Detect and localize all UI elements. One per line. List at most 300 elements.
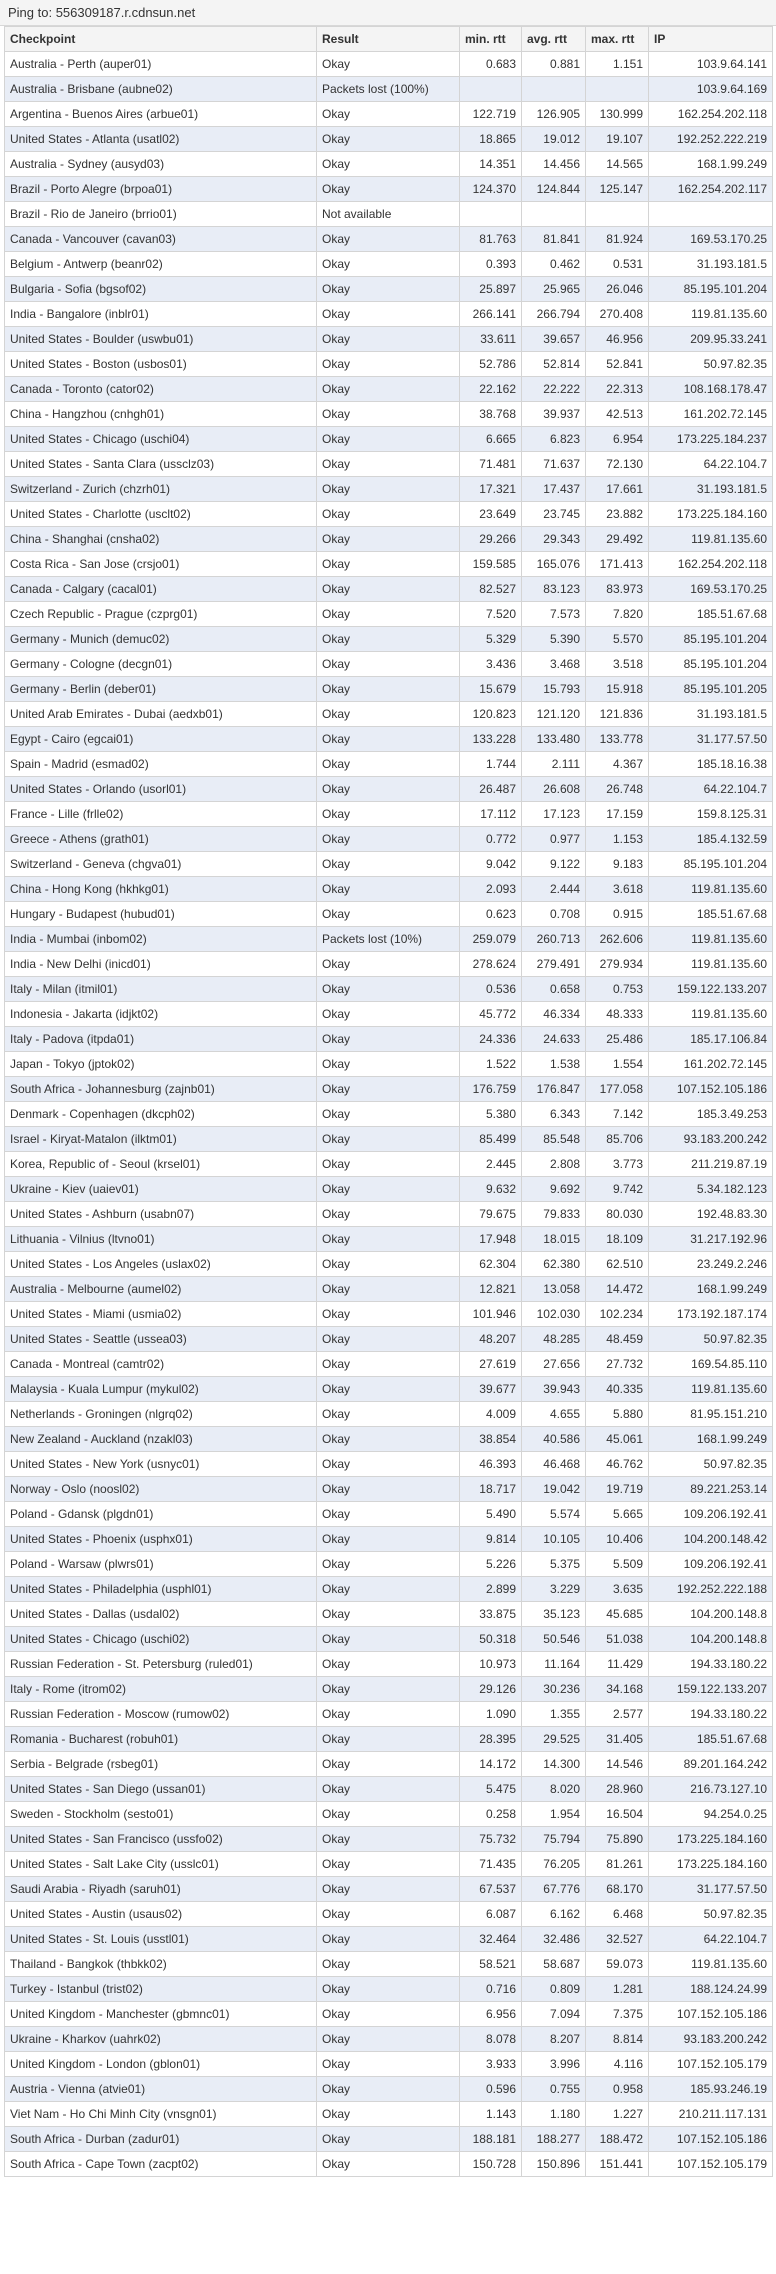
checkpoint-cell: Switzerland - Geneva (chgva01) xyxy=(5,852,317,877)
result-cell: Okay xyxy=(317,1802,460,1827)
table-header-row xyxy=(5,27,773,52)
ip-cell: 173.225.184.237 xyxy=(649,427,773,452)
min-rtt-cell: 9.042 xyxy=(460,852,522,877)
max-rtt-cell: 9.742 xyxy=(586,1177,649,1202)
min-rtt-cell: 0.393 xyxy=(460,252,522,277)
table-row xyxy=(5,1227,773,1252)
avg-rtt-cell: 6.823 xyxy=(522,427,586,452)
max-rtt-cell: 18.109 xyxy=(586,1227,649,1252)
max-rtt-cell: 48.333 xyxy=(586,1002,649,1027)
max-rtt-cell: 40.335 xyxy=(586,1377,649,1402)
min-rtt-cell: 6.087 xyxy=(460,1902,522,1927)
max-rtt-cell: 19.107 xyxy=(586,127,649,152)
table-row xyxy=(5,452,773,477)
avg-rtt-cell: 1.954 xyxy=(522,1802,586,1827)
result-cell: Okay xyxy=(317,327,460,352)
avg-rtt-cell: 85.548 xyxy=(522,1127,586,1152)
avg-rtt-cell: 48.285 xyxy=(522,1327,586,1352)
max-rtt-cell: 32.527 xyxy=(586,1927,649,1952)
ip-cell: 159.122.133.207 xyxy=(649,977,773,1002)
avg-rtt-cell: 17.437 xyxy=(522,477,586,502)
result-cell: Okay xyxy=(317,1052,460,1077)
checkpoint-cell: Germany - Cologne (decgn01) xyxy=(5,652,317,677)
table-row xyxy=(5,2052,773,2077)
checkpoint-cell: Israel - Kiryat-Matalon (ilktm01) xyxy=(5,1127,317,1152)
avg-rtt-cell: 79.833 xyxy=(522,1202,586,1227)
avg-rtt-cell: 1.355 xyxy=(522,1702,586,1727)
checkpoint-cell: Brazil - Porto Alegre (brpoa01) xyxy=(5,177,317,202)
min-rtt-cell: 5.329 xyxy=(460,627,522,652)
avg-rtt-cell: 1.538 xyxy=(522,1052,586,1077)
avg-rtt-cell: 39.937 xyxy=(522,402,586,427)
result-cell: Okay xyxy=(317,2052,460,2077)
avg-rtt-cell: 3.468 xyxy=(522,652,586,677)
table-row xyxy=(5,1977,773,2002)
checkpoint-cell: France - Lille (frlle02) xyxy=(5,802,317,827)
max-rtt-cell: 125.147 xyxy=(586,177,649,202)
max-rtt-cell: 6.954 xyxy=(586,427,649,452)
checkpoint-cell: United States - Phoenix (usphx01) xyxy=(5,1527,317,1552)
column-header-checkpoint: Checkpoint xyxy=(5,27,317,52)
table-row xyxy=(5,1327,773,1352)
max-rtt-cell: 42.513 xyxy=(586,402,649,427)
max-rtt-cell: 0.915 xyxy=(586,902,649,927)
min-rtt-cell: 28.395 xyxy=(460,1727,522,1752)
min-rtt-cell: 120.823 xyxy=(460,702,522,727)
min-rtt-cell: 188.181 xyxy=(460,2127,522,2152)
max-rtt-cell: 3.635 xyxy=(586,1577,649,1602)
avg-rtt-cell: 67.776 xyxy=(522,1877,586,1902)
table-row xyxy=(5,1002,773,1027)
result-cell: Okay xyxy=(317,252,460,277)
table-row xyxy=(5,152,773,177)
result-cell: Okay xyxy=(317,652,460,677)
checkpoint-cell: Turkey - Istanbul (trist02) xyxy=(5,1977,317,2002)
table-row xyxy=(5,1502,773,1527)
min-rtt-cell: 15.679 xyxy=(460,677,522,702)
min-rtt-cell: 7.520 xyxy=(460,602,522,627)
max-rtt-cell: 15.918 xyxy=(586,677,649,702)
ip-cell: 103.9.64.141 xyxy=(649,52,773,77)
avg-rtt-cell: 50.546 xyxy=(522,1627,586,1652)
min-rtt-cell: 67.537 xyxy=(460,1877,522,1902)
ip-cell: 50.97.82.35 xyxy=(649,1327,773,1352)
table-row xyxy=(5,1102,773,1127)
checkpoint-cell: United States - Salt Lake City (usslc01) xyxy=(5,1852,317,1877)
table-row xyxy=(5,677,773,702)
table-body xyxy=(5,52,773,2177)
result-cell: Okay xyxy=(317,777,460,802)
table-row xyxy=(5,652,773,677)
result-cell: Okay xyxy=(317,1902,460,1927)
table-row xyxy=(5,852,773,877)
ip-cell: 185.3.49.253 xyxy=(649,1102,773,1127)
ip-cell: 85.195.101.204 xyxy=(649,652,773,677)
checkpoint-cell: Lithuania - Vilnius (ltvno01) xyxy=(5,1227,317,1252)
column-header-max-rtt: max. rtt xyxy=(586,27,649,52)
avg-rtt-cell: 76.205 xyxy=(522,1852,586,1877)
min-rtt-cell: 176.759 xyxy=(460,1077,522,1102)
max-rtt-cell: 7.142 xyxy=(586,1102,649,1127)
checkpoint-cell: United States - Chicago (uschi02) xyxy=(5,1627,317,1652)
checkpoint-cell: Ukraine - Kiev (uaiev01) xyxy=(5,1177,317,1202)
max-rtt-cell: 102.234 xyxy=(586,1302,649,1327)
ip-cell: 93.183.200.242 xyxy=(649,1127,773,1152)
avg-rtt-cell: 5.375 xyxy=(522,1552,586,1577)
avg-rtt-cell: 30.236 xyxy=(522,1677,586,1702)
avg-rtt-cell xyxy=(522,202,586,227)
min-rtt-cell: 26.487 xyxy=(460,777,522,802)
checkpoint-cell: Canada - Toronto (cator02) xyxy=(5,377,317,402)
max-rtt-cell: 0.753 xyxy=(586,977,649,1002)
result-cell: Okay xyxy=(317,2002,460,2027)
max-rtt-cell: 3.773 xyxy=(586,1152,649,1177)
max-rtt-cell: 51.038 xyxy=(586,1627,649,1652)
table-row xyxy=(5,227,773,252)
min-rtt-cell: 14.172 xyxy=(460,1752,522,1777)
table-row xyxy=(5,202,773,227)
min-rtt-cell: 10.973 xyxy=(460,1652,522,1677)
result-cell: Okay xyxy=(317,52,460,77)
result-cell: Okay xyxy=(317,1452,460,1477)
result-cell: Okay xyxy=(317,1777,460,1802)
max-rtt-cell: 5.880 xyxy=(586,1402,649,1427)
checkpoint-cell: Poland - Warsaw (plwrs01) xyxy=(5,1552,317,1577)
checkpoint-cell: United Kingdom - London (gblon01) xyxy=(5,2052,317,2077)
table-row xyxy=(5,1852,773,1877)
avg-rtt-cell: 81.841 xyxy=(522,227,586,252)
checkpoint-cell: China - Hangzhou (cnhgh01) xyxy=(5,402,317,427)
ping-results-table xyxy=(4,26,773,2177)
checkpoint-cell: Saudi Arabia - Riyadh (saruh01) xyxy=(5,1877,317,1902)
max-rtt-cell: 1.227 xyxy=(586,2102,649,2127)
max-rtt-cell: 5.509 xyxy=(586,1552,649,1577)
max-rtt-cell: 26.046 xyxy=(586,277,649,302)
checkpoint-cell: Sweden - Stockholm (sesto01) xyxy=(5,1802,317,1827)
avg-rtt-cell: 27.656 xyxy=(522,1352,586,1377)
avg-rtt-cell: 5.574 xyxy=(522,1502,586,1527)
checkpoint-cell: Hungary - Budapest (hubud01) xyxy=(5,902,317,927)
ip-cell: 119.81.135.60 xyxy=(649,877,773,902)
table-row xyxy=(5,2127,773,2152)
table-row xyxy=(5,952,773,977)
max-rtt-cell: 52.841 xyxy=(586,352,649,377)
checkpoint-cell: South Africa - Cape Town (zacpt02) xyxy=(5,2152,317,2177)
result-cell: Okay xyxy=(317,1602,460,1627)
table-row xyxy=(5,1627,773,1652)
min-rtt-cell: 5.226 xyxy=(460,1552,522,1577)
checkpoint-cell: United Arab Emirates - Dubai (aedxb01) xyxy=(5,702,317,727)
result-cell: Okay xyxy=(317,227,460,252)
checkpoint-cell: Poland - Gdansk (plgdn01) xyxy=(5,1502,317,1527)
result-cell: Okay xyxy=(317,1627,460,1652)
checkpoint-cell: Belgium - Antwerp (beanr02) xyxy=(5,252,317,277)
ip-cell: 162.254.202.118 xyxy=(649,102,773,127)
result-cell: Okay xyxy=(317,802,460,827)
ip-cell: 107.152.105.186 xyxy=(649,1077,773,1102)
result-cell: Packets lost (100%) xyxy=(317,77,460,102)
avg-rtt-cell: 32.486 xyxy=(522,1927,586,1952)
ip-cell: 50.97.82.35 xyxy=(649,1452,773,1477)
table-row xyxy=(5,1452,773,1477)
table-row xyxy=(5,527,773,552)
result-cell: Okay xyxy=(317,902,460,927)
table-row xyxy=(5,1527,773,1552)
checkpoint-cell: Serbia - Belgrade (rsbeg01) xyxy=(5,1752,317,1777)
avg-rtt-cell: 25.965 xyxy=(522,277,586,302)
ip-cell: 185.51.67.68 xyxy=(649,902,773,927)
checkpoint-cell: United States - Charlotte (usclt02) xyxy=(5,502,317,527)
checkpoint-cell: Canada - Montreal (camtr02) xyxy=(5,1352,317,1377)
avg-rtt-cell: 124.844 xyxy=(522,177,586,202)
table-row xyxy=(5,1377,773,1402)
table-row xyxy=(5,702,773,727)
checkpoint-cell: United States - Los Angeles (uslax02) xyxy=(5,1252,317,1277)
min-rtt-cell: 62.304 xyxy=(460,1252,522,1277)
ip-cell: 89.221.253.14 xyxy=(649,1477,773,1502)
result-cell: Okay xyxy=(317,1077,460,1102)
avg-rtt-cell: 150.896 xyxy=(522,2152,586,2177)
ip-cell: 81.95.151.210 xyxy=(649,1402,773,1427)
result-cell: Okay xyxy=(317,627,460,652)
checkpoint-cell: Japan - Tokyo (jptok02) xyxy=(5,1052,317,1077)
avg-rtt-cell: 0.809 xyxy=(522,1977,586,2002)
ip-cell: 31.193.181.5 xyxy=(649,252,773,277)
result-cell: Not available xyxy=(317,202,460,227)
avg-rtt-cell: 14.300 xyxy=(522,1752,586,1777)
max-rtt-cell: 83.973 xyxy=(586,577,649,602)
ip-cell: 85.195.101.204 xyxy=(649,627,773,652)
min-rtt-cell: 50.318 xyxy=(460,1627,522,1652)
table-row xyxy=(5,502,773,527)
table-row xyxy=(5,1552,773,1577)
ip-cell: 23.249.2.246 xyxy=(649,1252,773,1277)
avg-rtt-cell: 3.996 xyxy=(522,2052,586,2077)
ip-cell: 119.81.135.60 xyxy=(649,1952,773,1977)
checkpoint-cell: Australia - Perth (auper01) xyxy=(5,52,317,77)
result-cell: Okay xyxy=(317,1027,460,1052)
ip-cell: 185.18.16.38 xyxy=(649,752,773,777)
checkpoint-cell: Spain - Madrid (esmad02) xyxy=(5,752,317,777)
table-row xyxy=(5,1352,773,1377)
min-rtt-cell: 9.632 xyxy=(460,1177,522,1202)
result-cell: Okay xyxy=(317,102,460,127)
avg-rtt-cell: 2.444 xyxy=(522,877,586,902)
column-header-min-rtt: min. rtt xyxy=(460,27,522,52)
min-rtt-cell: 29.126 xyxy=(460,1677,522,1702)
table-row xyxy=(5,277,773,302)
min-rtt-cell: 33.875 xyxy=(460,1602,522,1627)
result-cell: Okay xyxy=(317,302,460,327)
ip-cell: 211.219.87.19 xyxy=(649,1152,773,1177)
ip-cell xyxy=(649,202,773,227)
min-rtt-cell: 75.732 xyxy=(460,1827,522,1852)
max-rtt-cell: 26.748 xyxy=(586,777,649,802)
checkpoint-cell: India - New Delhi (inicd01) xyxy=(5,952,317,977)
min-rtt-cell: 4.009 xyxy=(460,1402,522,1427)
min-rtt-cell: 1.522 xyxy=(460,1052,522,1077)
table-row xyxy=(5,1077,773,1102)
avg-rtt-cell: 133.480 xyxy=(522,727,586,752)
max-rtt-cell: 4.367 xyxy=(586,752,649,777)
min-rtt-cell: 124.370 xyxy=(460,177,522,202)
avg-rtt-cell: 126.905 xyxy=(522,102,586,127)
min-rtt-cell: 0.716 xyxy=(460,1977,522,2002)
checkpoint-cell: United Kingdom - Manchester (gbmnc01) xyxy=(5,2002,317,2027)
ip-cell: 107.152.105.179 xyxy=(649,2152,773,2177)
checkpoint-cell: United States - Santa Clara (ussclz03) xyxy=(5,452,317,477)
table-row xyxy=(5,1677,773,1702)
min-rtt-cell: 29.266 xyxy=(460,527,522,552)
checkpoint-cell: Thailand - Bangkok (thbkk02) xyxy=(5,1952,317,1977)
checkpoint-cell: South Africa - Durban (zadur01) xyxy=(5,2127,317,2152)
ip-cell: 64.22.104.7 xyxy=(649,777,773,802)
max-rtt-cell: 59.073 xyxy=(586,1952,649,1977)
avg-rtt-cell: 26.608 xyxy=(522,777,586,802)
min-rtt-cell: 278.624 xyxy=(460,952,522,977)
table-row xyxy=(5,1177,773,1202)
max-rtt-cell: 16.504 xyxy=(586,1802,649,1827)
ip-cell: 50.97.82.35 xyxy=(649,352,773,377)
max-rtt-cell: 14.472 xyxy=(586,1277,649,1302)
max-rtt-cell xyxy=(586,202,649,227)
table-row xyxy=(5,127,773,152)
result-cell: Okay xyxy=(317,2027,460,2052)
ip-cell: 173.225.184.160 xyxy=(649,1827,773,1852)
result-cell: Okay xyxy=(317,1227,460,1252)
ip-cell: 5.34.182.123 xyxy=(649,1177,773,1202)
checkpoint-cell: Russian Federation - Moscow (rumow02) xyxy=(5,1702,317,1727)
table-row xyxy=(5,102,773,127)
min-rtt-cell: 9.814 xyxy=(460,1527,522,1552)
ip-cell: 185.51.67.68 xyxy=(649,602,773,627)
result-cell: Okay xyxy=(317,702,460,727)
max-rtt-cell: 14.565 xyxy=(586,152,649,177)
ip-cell: 108.168.178.47 xyxy=(649,377,773,402)
result-cell: Okay xyxy=(317,427,460,452)
checkpoint-cell: Costa Rica - San Jose (crsjo01) xyxy=(5,552,317,577)
table-row xyxy=(5,1602,773,1627)
result-cell: Okay xyxy=(317,552,460,577)
ip-cell: 64.22.104.7 xyxy=(649,1927,773,1952)
min-rtt-cell: 22.162 xyxy=(460,377,522,402)
table-row xyxy=(5,1652,773,1677)
min-rtt-cell: 18.717 xyxy=(460,1477,522,1502)
max-rtt-cell: 46.762 xyxy=(586,1452,649,1477)
ip-cell: 159.122.133.207 xyxy=(649,1677,773,1702)
avg-rtt-cell: 6.343 xyxy=(522,1102,586,1127)
ip-cell: 168.1.99.249 xyxy=(649,1277,773,1302)
avg-rtt-cell: 15.793 xyxy=(522,677,586,702)
result-cell: Okay xyxy=(317,352,460,377)
min-rtt-cell: 1.090 xyxy=(460,1702,522,1727)
avg-rtt-cell: 0.708 xyxy=(522,902,586,927)
min-rtt-cell: 122.719 xyxy=(460,102,522,127)
avg-rtt-cell: 0.881 xyxy=(522,52,586,77)
checkpoint-cell: Switzerland - Zurich (chzrh01) xyxy=(5,477,317,502)
checkpoint-cell: Italy - Padova (itpda01) xyxy=(5,1027,317,1052)
checkpoint-cell: United States - Philadelphia (usphl01) xyxy=(5,1577,317,1602)
ip-cell: 31.193.181.5 xyxy=(649,477,773,502)
avg-rtt-cell xyxy=(522,77,586,102)
ip-cell: 93.183.200.242 xyxy=(649,2027,773,2052)
max-rtt-cell: 62.510 xyxy=(586,1252,649,1277)
result-cell: Okay xyxy=(317,177,460,202)
avg-rtt-cell: 8.207 xyxy=(522,2027,586,2052)
result-cell: Okay xyxy=(317,1302,460,1327)
checkpoint-cell: Korea, Republic of - Seoul (krsel01) xyxy=(5,1152,317,1177)
table-row xyxy=(5,302,773,327)
ip-cell: 31.177.57.50 xyxy=(649,1877,773,1902)
ip-cell: 173.225.184.160 xyxy=(649,502,773,527)
avg-rtt-cell: 188.277 xyxy=(522,2127,586,2152)
checkpoint-cell: Norway - Oslo (noosl02) xyxy=(5,1477,317,1502)
max-rtt-cell: 81.261 xyxy=(586,1852,649,1877)
min-rtt-cell: 58.521 xyxy=(460,1952,522,1977)
checkpoint-cell: United States - Boulder (uswbu01) xyxy=(5,327,317,352)
checkpoint-cell: United States - Orlando (usorl01) xyxy=(5,777,317,802)
max-rtt-cell: 7.375 xyxy=(586,2002,649,2027)
max-rtt-cell: 4.116 xyxy=(586,2052,649,2077)
max-rtt-cell: 3.618 xyxy=(586,877,649,902)
min-rtt-cell: 71.435 xyxy=(460,1852,522,1877)
result-cell: Okay xyxy=(317,1277,460,1302)
avg-rtt-cell: 29.343 xyxy=(522,527,586,552)
avg-rtt-cell: 9.692 xyxy=(522,1177,586,1202)
min-rtt-cell: 32.464 xyxy=(460,1927,522,1952)
ip-cell: 194.33.180.22 xyxy=(649,1702,773,1727)
max-rtt-cell: 27.732 xyxy=(586,1352,649,1377)
result-cell: Okay xyxy=(317,752,460,777)
checkpoint-cell: Romania - Bucharest (robuh01) xyxy=(5,1727,317,1752)
avg-rtt-cell: 18.015 xyxy=(522,1227,586,1252)
min-rtt-cell: 81.763 xyxy=(460,227,522,252)
table-row xyxy=(5,1027,773,1052)
avg-rtt-cell: 13.058 xyxy=(522,1277,586,1302)
result-cell: Okay xyxy=(317,1702,460,1727)
min-rtt-cell: 6.665 xyxy=(460,427,522,452)
table-row xyxy=(5,727,773,752)
result-cell: Okay xyxy=(317,1827,460,1852)
table-row xyxy=(5,2077,773,2102)
ip-cell: 210.211.117.131 xyxy=(649,2102,773,2127)
checkpoint-cell: Canada - Calgary (cacal01) xyxy=(5,577,317,602)
max-rtt-cell: 28.960 xyxy=(586,1777,649,1802)
avg-rtt-cell: 29.525 xyxy=(522,1727,586,1752)
table-row xyxy=(5,327,773,352)
max-rtt-cell: 25.486 xyxy=(586,1027,649,1052)
checkpoint-cell: Viet Nam - Ho Chi Minh City (vnsgn01) xyxy=(5,2102,317,2127)
avg-rtt-cell: 46.334 xyxy=(522,1002,586,1027)
result-cell: Okay xyxy=(317,852,460,877)
max-rtt-cell: 9.183 xyxy=(586,852,649,877)
avg-rtt-cell: 19.012 xyxy=(522,127,586,152)
max-rtt-cell: 7.820 xyxy=(586,602,649,627)
avg-rtt-cell: 46.468 xyxy=(522,1452,586,1477)
ip-cell: 161.202.72.145 xyxy=(649,402,773,427)
result-cell: Okay xyxy=(317,477,460,502)
result-cell: Okay xyxy=(317,1177,460,1202)
avg-rtt-cell: 58.687 xyxy=(522,1952,586,1977)
avg-rtt-cell: 266.794 xyxy=(522,302,586,327)
avg-rtt-cell: 7.094 xyxy=(522,2002,586,2027)
result-cell: Okay xyxy=(317,602,460,627)
result-cell: Okay xyxy=(317,2102,460,2127)
table-row xyxy=(5,1777,773,1802)
checkpoint-cell: United States - San Diego (ussan01) xyxy=(5,1777,317,1802)
result-cell: Packets lost (10%) xyxy=(317,927,460,952)
result-cell: Okay xyxy=(317,1102,460,1127)
